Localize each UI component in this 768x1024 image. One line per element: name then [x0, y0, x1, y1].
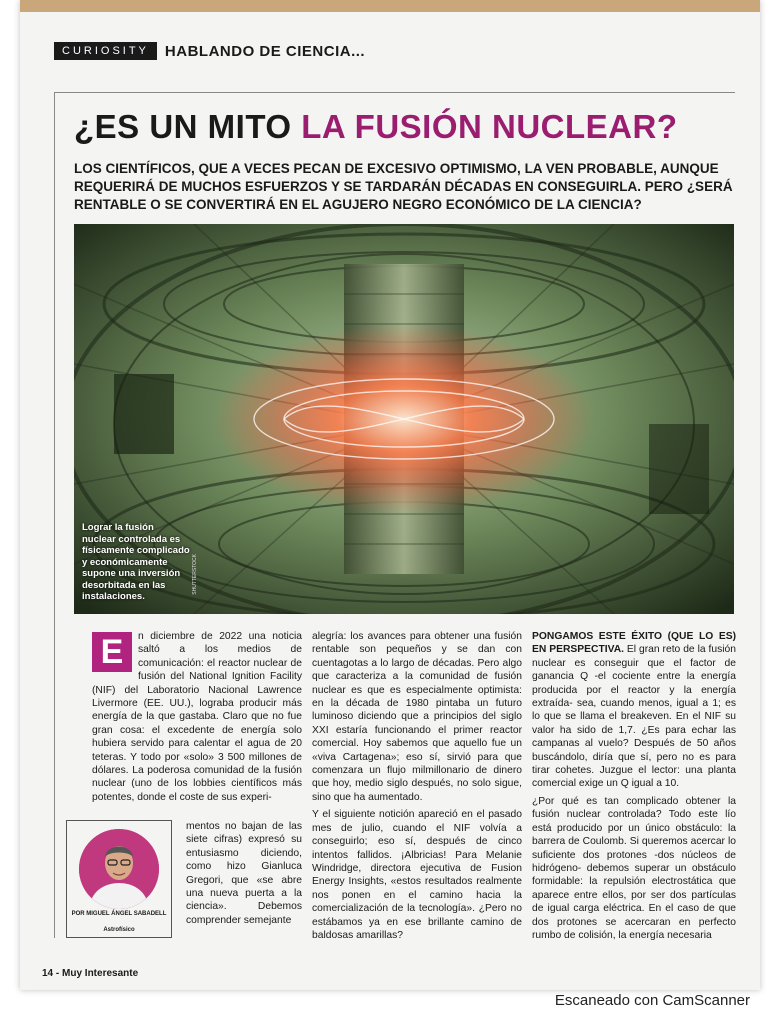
author-role: Astrofísico — [103, 927, 135, 933]
article-subhead: LOS CIENTÍFICOS, QUE A VECES PECAN DE EXCESIVO OPTIMISMO, LA VEN PROBABLE, AUNQUE REQUERIRÁ DE MUCHOS ESFUERZOS Y SE TARDARÁN DÉCADAS EN CONSEGUIRLA. PERO ¿SERÁ RENTABLE O SE CONVERTIRÁ EN EL AGUJERO NEGRO ECONÓMICO DE LA CIENCIA? — [74, 161, 733, 212]
section-tag: CURIOSITY — [54, 42, 157, 60]
page-footer: 14 - Muy Interesante — [42, 968, 139, 979]
hero-image-fusion-reactor — [74, 224, 734, 614]
col2-paragraph-1: alegría: los avances para obtener una fusión rentable son pequeños y se dan con cuentagotas a lo largo de décadas. Pero algo que caracteriza a la comunidad de fusión nuclear es que es especialmente optimista: en la década de 1980 pintaba un futuro luminoso diciendo que a principios del siglo XXI estaría funcionando el primer reactor comercial. Hoy sabemos que aquello fue un «viva Cartagena»; eso sí, sirvió para que comenzara un flujo milmillonario de dinero que hoy, medio siglo después, no solo sigue, sino que ha aumentado. — [312, 631, 522, 803]
col2-paragraph-2: Y el siguiente notición apareció en el pasado mes de julio, cuando el NIF volvía a conseguirlo; eso sí, después de cinco intentos fallidos. ¡Albricias! Para Melanie Windridge, directora ejecutiva de Fusion Energy Insights, «estos resultados realmente nos ponen en el camino hacia la comercialización de la tecnología». ¿Pero no estábamos ya en ese brillante camino de baldosas amarillas? — [312, 809, 522, 941]
author-box — [66, 820, 172, 938]
photo-credit: SHUTTERSTOCK — [192, 554, 198, 595]
section-title: HABLANDO DE CIENCIA... — [164, 42, 366, 60]
headline-part2: LA FUSIÓN NUCLEAR? — [301, 108, 678, 145]
col3-paragraph-2: ¿Por qué es tan complicado obtener la fusión nuclear controlada? Todo este lío está producido por un único obstáculo: la barrera de Coulomb. Si queremos acercar lo suficiente dos protones -dos núcleos de hidrógeno- debemos superar un obstáculo formidable: la repulsión electrostática que aparece entre ellos, por ser dos partículas de igual carga eléctrica. En el caso de que dos protones se acercaran en perfecto rumbo de colisión, la energía necesaria — [532, 795, 736, 941]
article-column-1 — [92, 630, 302, 804]
section-header — [54, 40, 365, 62]
author-avatar — [79, 829, 159, 909]
headline-part1: ¿ES UN MITO — [74, 108, 302, 145]
col3-lead: PONGAMOS ESTE ÉXITO (QUE LO ES) EN PERSPECTIVA. — [532, 631, 736, 656]
article-column-3 — [532, 630, 736, 942]
col1-paragraph: n diciembre de 2022 una noticia saltó a los medios de comunicación: el reactor nuclear de fusión del National Ignition Facility (NIF) del Laboratorio Nacional Lawrence Livermore (EE. UU.), lograba producir más energía de la que gastaba. Claro que no fue gran cosa: el excedente de energía solo hubiera servido para calentar el agua de 20 teteras. Y todo por «solo» 3 500 millones de dólares. La poderosa comunidad de la fusión nuclear (uno de los lobbies científicos más potentes, donde el coste de sus experi- — [92, 631, 302, 803]
article-column-2 — [312, 630, 522, 942]
col3-paragraph-1 — [532, 630, 736, 791]
page-top-edge — [20, 0, 760, 12]
article-headline — [74, 108, 694, 146]
col3-p1-text: El gran reto de la fusión nuclear es conseguir que el factor de ganancia Q -el cociente entre la energía producida por el reactor y la energía extraída- sea, cuando menos, igual a 1; es lo que se llama el breakeven. En el NIF su valor ha sido de 1,7. ¿Es para echar las campanas al vuelo? Después de 50 años buscándolo, diría que sí, pero no es para tirar cohetes. Juzgue el lector: una planta comercial exige un Q igual a 10. — [532, 644, 736, 790]
col1-tail-paragraph: mentos no bajan de las siete cifras) expresó su entusiasmo diciendo, como hizo Gianluca Gregori, que «se abre una nueva puerta a la ciencia». Debemos comprender semejante — [186, 821, 302, 926]
author-name: POR MIGUEL ÁNGEL SABADELL — [71, 911, 167, 917]
hero-caption: Lograr la fusión nuclear controlada es físicamente complicado y económicamente supone una inversión desorbitada en las instalaciones. — [82, 522, 190, 602]
scanner-watermark: Escaneado con CamScanner — [554, 992, 750, 1009]
dropcap-letter: E — [92, 632, 132, 672]
